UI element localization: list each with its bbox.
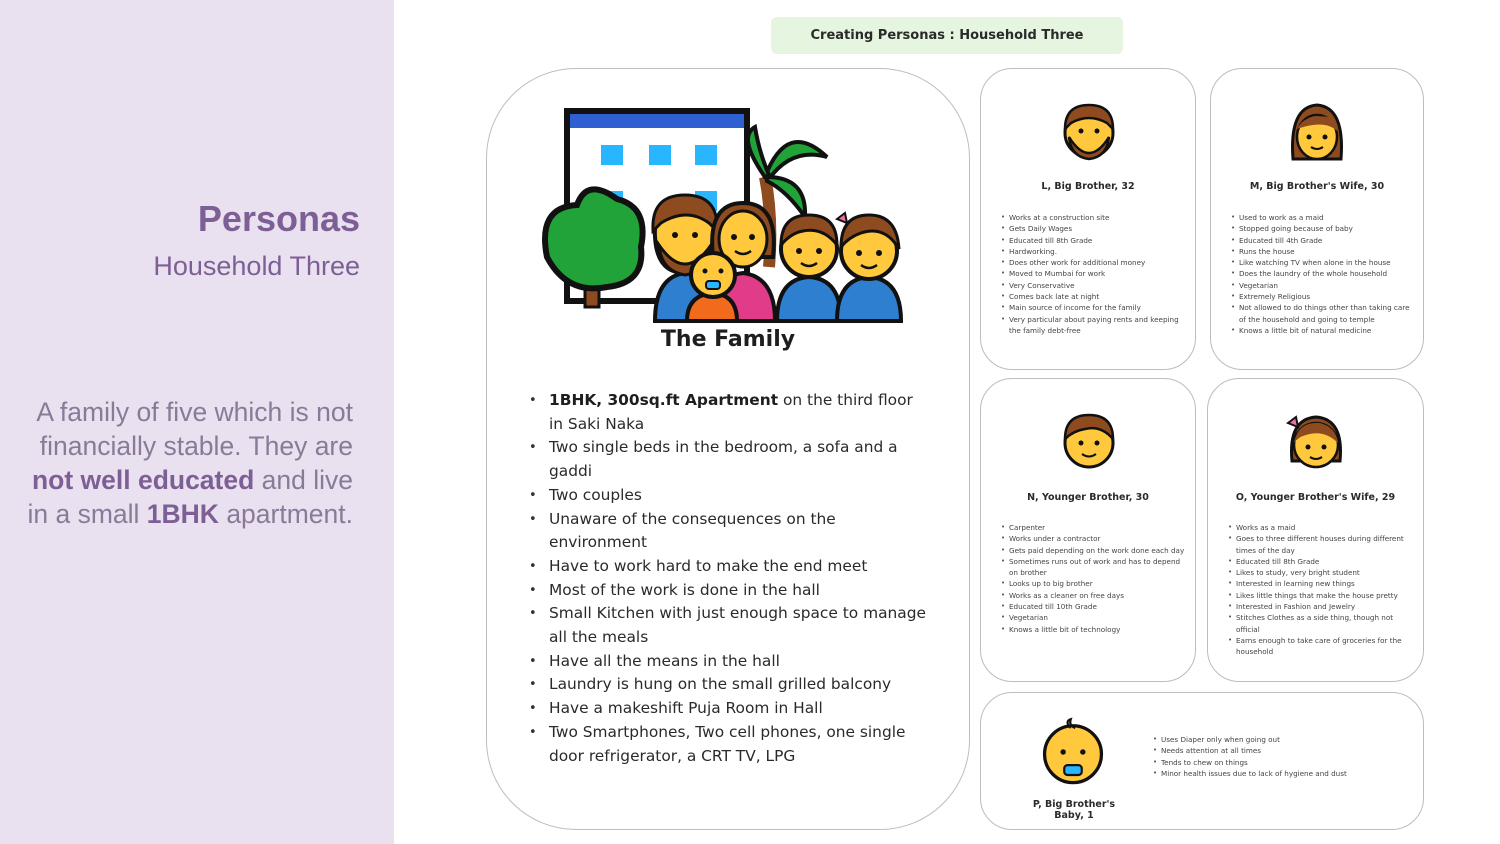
list-item: • Unaware of the consequences on the environment bbox=[527, 508, 927, 555]
list-item: • Stitches Clothes as a side thing, though not official bbox=[1228, 612, 1416, 635]
boy-icon bbox=[1057, 409, 1121, 473]
list-item: • Have to work hard to make the end meet bbox=[527, 555, 927, 579]
woman-icon bbox=[1285, 99, 1349, 163]
list-item: • Two couples bbox=[527, 484, 927, 508]
persona-traits-m bbox=[1231, 212, 1415, 336]
family-title: The Family bbox=[660, 327, 796, 352]
persona-name-l: L, Big Brother, 32 bbox=[1041, 181, 1135, 192]
list-item: • Very particular about paying rents and keeping the family debt-free bbox=[1001, 314, 1187, 337]
list-item: • Works at a construction site bbox=[1001, 212, 1187, 223]
apartment-detail: on the third floor in Saki Naka bbox=[549, 391, 913, 433]
list-item: • Likes little things that make the house pretty bbox=[1228, 590, 1416, 601]
list-item: • Very Conservative bbox=[1001, 280, 1187, 291]
desc-bold-education: not well educated bbox=[31, 465, 255, 495]
list-item: • Works as a maid bbox=[1228, 522, 1416, 533]
list-item: • Does other work for additional money bbox=[1001, 257, 1187, 268]
list-item: • Earns enough to take care of groceries for the household bbox=[1228, 635, 1416, 658]
persona-card-m bbox=[1210, 68, 1424, 370]
list-item: • Educated till 4th Grade bbox=[1231, 235, 1415, 246]
list-item: • Laundry is hung on the small grilled balcony bbox=[527, 673, 927, 697]
man-bearded-icon bbox=[1057, 99, 1121, 163]
list-item: • Educated till 10th Grade bbox=[1001, 601, 1187, 612]
list-item: • Small Kitchen with just enough space to manage all the meals bbox=[527, 602, 927, 649]
left-panel bbox=[0, 0, 394, 844]
list-item: • Comes back late at night bbox=[1001, 291, 1187, 302]
page-subtitle: Household Three bbox=[153, 251, 360, 281]
list-item: • Vegetarian bbox=[1231, 280, 1415, 291]
list-item: • Extremely Religious bbox=[1231, 291, 1415, 302]
list-item: • Moved to Mumbai for work bbox=[1001, 268, 1187, 279]
family-illustration-icon bbox=[537, 107, 917, 327]
list-item: • Main source of income for the family bbox=[1001, 302, 1187, 313]
list-item: • Hardworking. bbox=[1001, 246, 1187, 257]
section-header: Creating Personas : Household Three bbox=[771, 17, 1123, 54]
persona-name-n: N, Younger Brother, 30 bbox=[1027, 492, 1149, 503]
persona-traits-p bbox=[1153, 734, 1417, 779]
list-item: • Goes to three different houses during different times of the day bbox=[1228, 533, 1416, 556]
persona-card-n bbox=[980, 378, 1196, 682]
list-item: • Most of the work is done in the hall bbox=[527, 579, 927, 603]
list-item: • Used to work as a maid bbox=[1231, 212, 1415, 223]
list-item bbox=[527, 389, 927, 436]
list-item: • Educated till 8th Grade bbox=[1001, 235, 1187, 246]
family-card bbox=[486, 68, 970, 830]
list-item: • Knows a little bit of natural medicine bbox=[1231, 325, 1415, 336]
household-description bbox=[13, 395, 353, 531]
desc-bold-1bhk: 1BHK bbox=[146, 499, 219, 529]
list-item: • Sometimes runs out of work and has to depend on brother bbox=[1001, 556, 1187, 579]
persona-traits-l bbox=[1001, 212, 1187, 336]
list-item: • Knows a little bit of technology bbox=[1001, 624, 1187, 635]
list-item: • Interested in learning new things bbox=[1228, 578, 1416, 589]
persona-card-p bbox=[980, 692, 1424, 830]
list-item: • Two single beds in the bedroom, a sofa and a gaddi bbox=[527, 436, 927, 483]
list-item: • Have all the means in the hall bbox=[527, 650, 927, 674]
list-item: • Gets Daily Wages bbox=[1001, 223, 1187, 234]
list-item: • Likes to study, very bright student bbox=[1228, 567, 1416, 578]
list-item: • Carpenter bbox=[1001, 522, 1187, 533]
list-item: • Two Smartphones, Two cell phones, one single door refrigerator, a CRT TV, LPG bbox=[527, 721, 927, 768]
desc-text-3: apartment. bbox=[218, 499, 353, 529]
desc-text-2: and live in a small bbox=[27, 465, 353, 529]
list-item: • Works as a cleaner on free days bbox=[1001, 590, 1187, 601]
list-item: • Minor health issues due to lack of hygiene and dust bbox=[1153, 768, 1417, 779]
baby-icon bbox=[1038, 717, 1108, 787]
list-item: • Stopped going because of baby bbox=[1231, 223, 1415, 234]
persona-name-p: P, Big Brother's Baby, 1 bbox=[1032, 799, 1116, 821]
list-item: • Vegetarian bbox=[1001, 612, 1187, 623]
list-item: • Have a makeshift Puja Room in Hall bbox=[527, 697, 927, 721]
girl-icon bbox=[1284, 409, 1348, 473]
persona-name-m: M, Big Brother's Wife, 30 bbox=[1249, 181, 1385, 192]
list-item: • Tends to chew on things bbox=[1153, 757, 1417, 768]
list-item: • Does the laundry of the whole household bbox=[1231, 268, 1415, 279]
desc-text-1: A family of five which is not financially stable. They are bbox=[36, 397, 353, 461]
family-facts-list bbox=[527, 389, 927, 768]
persona-name-o: O, Younger Brother's Wife, 29 bbox=[1235, 492, 1396, 503]
list-item: • Not allowed to do things other than taking care of the household and going to temple bbox=[1231, 302, 1415, 325]
apartment-highlight: 1BHK, 300sq.ft Apartment bbox=[549, 391, 779, 409]
list-item: • Uses Diaper only when going out bbox=[1153, 734, 1417, 745]
persona-card-l bbox=[980, 68, 1196, 370]
list-item: • Runs the house bbox=[1231, 246, 1415, 257]
page-title: Personas bbox=[197, 198, 360, 239]
list-item: • Works under a contractor bbox=[1001, 533, 1187, 544]
list-item: • Educated till 8th Grade bbox=[1228, 556, 1416, 567]
list-item: • Needs attention at all times bbox=[1153, 745, 1417, 756]
persona-traits-n bbox=[1001, 522, 1187, 635]
list-item: • Gets paid depending on the work done each day bbox=[1001, 545, 1187, 556]
list-item: • Looks up to big brother bbox=[1001, 578, 1187, 589]
list-item: • Interested in Fashion and Jewelry bbox=[1228, 601, 1416, 612]
list-item: • Like watching TV when alone in the house bbox=[1231, 257, 1415, 268]
persona-card-o bbox=[1207, 378, 1424, 682]
persona-traits-o bbox=[1228, 522, 1416, 658]
